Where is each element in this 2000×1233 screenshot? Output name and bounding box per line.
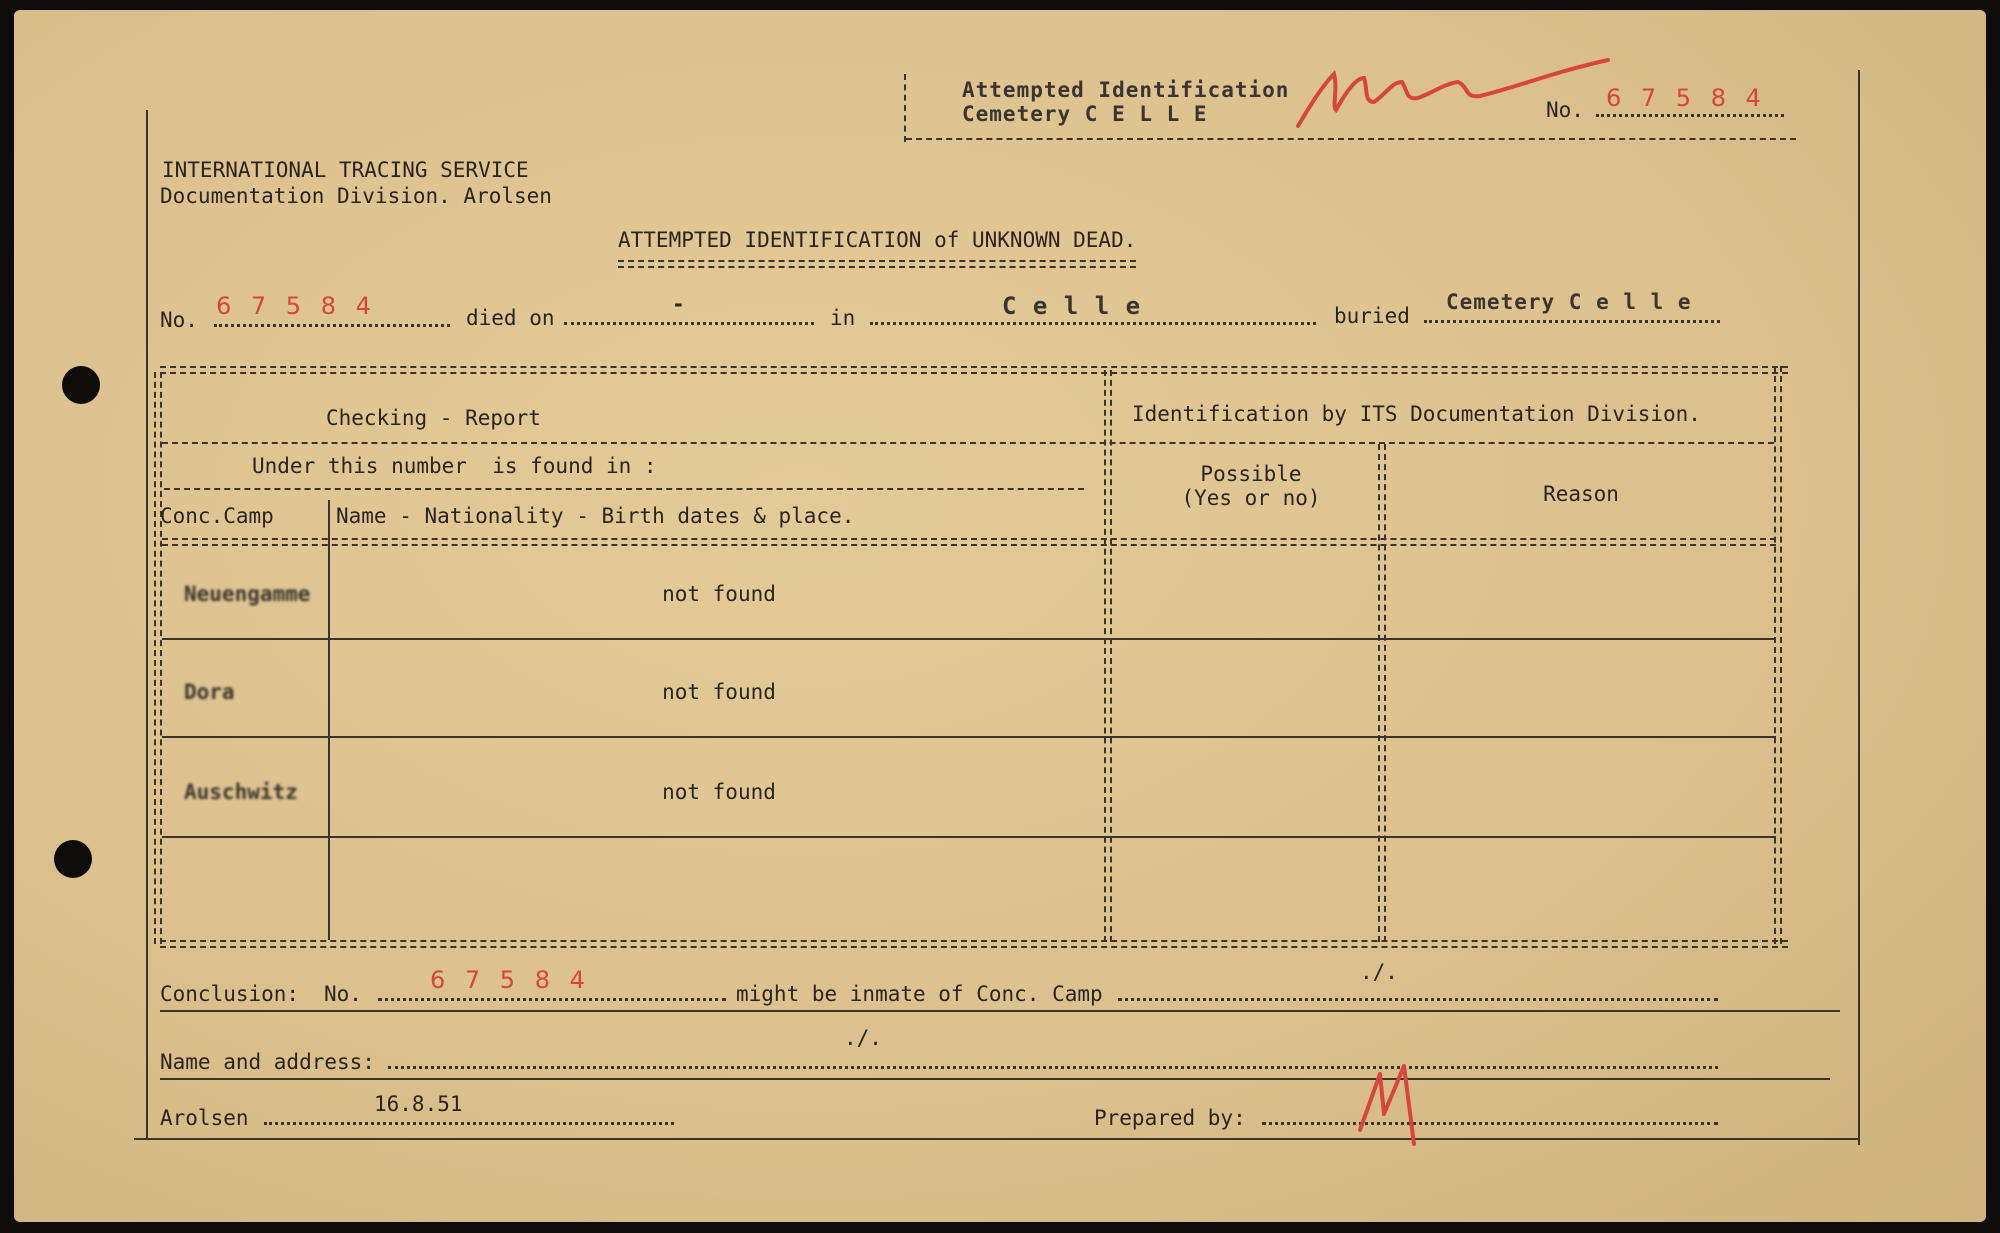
- table-left-border: [154, 372, 162, 944]
- row-result: not found: [662, 582, 776, 606]
- table-right-border: [1774, 366, 1782, 944]
- might-be-label: might be inmate of Conc. Camp: [736, 982, 1103, 1006]
- red-initial-signature: [1354, 1060, 1424, 1150]
- name-address-value: ./.: [844, 1026, 882, 1050]
- name-address-dots: [388, 1066, 1718, 1069]
- record-no-value: 6 7 5 8 4: [216, 292, 377, 320]
- record-no-dots: [214, 324, 450, 327]
- row-separator-3: [162, 836, 1776, 838]
- conclusion-no-value: 6 7 5 8 4: [430, 966, 591, 994]
- prepared-by-label: Prepared by:: [1094, 1106, 1246, 1130]
- column-header-underline: [162, 538, 1776, 546]
- header-box-line2: Cemetery C E L L E: [962, 102, 1208, 126]
- checking-report-header: Checking - Report: [326, 406, 541, 430]
- frame-bottom-line: [134, 1138, 1859, 1140]
- col-possible-header-2: (Yes or no): [1181, 486, 1321, 510]
- table-divider-reason: [1378, 444, 1386, 942]
- row-camp: Neuengamme: [184, 582, 311, 606]
- in-value: C e l l e: [1002, 292, 1142, 320]
- header-no-label: No.: [1546, 98, 1584, 122]
- conclusion-line: [160, 1010, 1840, 1012]
- record-no-label: No.: [160, 308, 198, 332]
- died-on-label: died on: [466, 306, 555, 330]
- punch-hole-top: [62, 366, 100, 404]
- title-underline: [618, 260, 1136, 268]
- name-address-line: [160, 1078, 1830, 1080]
- col-reason-header: Reason: [1543, 482, 1619, 506]
- conclusion-label: Conclusion:: [160, 982, 300, 1006]
- row-result: not found: [662, 680, 776, 704]
- conclusion-no-label: No.: [324, 982, 362, 1006]
- row-separator-1: [162, 638, 1776, 640]
- col-possible-header-1: Possible: [1200, 462, 1302, 486]
- conclusion-no-dots: [378, 998, 726, 1001]
- buried-dots: [1424, 320, 1720, 323]
- in-label: in: [830, 306, 856, 330]
- died-on-value: -: [672, 292, 685, 316]
- row-camp: Auschwitz: [184, 780, 298, 804]
- document-title: ATTEMPTED IDENTIFICATION of UNKNOWN DEAD.: [618, 228, 1137, 252]
- header-box-left: [904, 74, 906, 142]
- punch-hole-bottom: [54, 840, 92, 878]
- in-dots: [870, 322, 1316, 325]
- org-line1: INTERNATIONAL TRACING SERVICE: [162, 158, 529, 182]
- row-camp: Dora: [184, 680, 235, 704]
- under-number-line: [164, 488, 1084, 490]
- col-camp-header: Conc.Camp: [160, 504, 274, 528]
- table-bottom-border: [160, 940, 1788, 948]
- footer-date-dots: [264, 1122, 674, 1125]
- header-row-line: [162, 442, 1774, 444]
- footer-place: Arolsen: [160, 1106, 249, 1130]
- col-name-header: Name - Nationality - Birth dates & place.: [336, 504, 855, 528]
- conclusion-camp-value: ./.: [1360, 960, 1398, 984]
- table-divider-main: [1104, 370, 1112, 942]
- org-line2: Documentation Division. Arolsen: [160, 184, 552, 208]
- conclusion-camp-dots: [1118, 998, 1718, 1001]
- buried-value: Cemetery C e l l e: [1446, 290, 1692, 314]
- header-no-dots: [1596, 114, 1784, 117]
- buried-label: buried: [1334, 304, 1410, 328]
- document-card: [14, 10, 1986, 1222]
- footer-date: 16.8.51: [374, 1092, 463, 1116]
- row-result: not found: [662, 780, 776, 804]
- prepared-by-dots: [1262, 1122, 1718, 1125]
- frame-left-line: [146, 110, 148, 1140]
- table-divider-camp: [328, 500, 330, 940]
- header-box-line1: Attempted Identification: [962, 78, 1290, 102]
- header-no-value: 6 7 5 8 4: [1606, 84, 1767, 112]
- name-address-label: Name and address:: [160, 1050, 375, 1074]
- died-on-dots: [564, 322, 814, 325]
- header-box-bottom: [906, 138, 1796, 140]
- frame-right-line: [1858, 70, 1860, 1145]
- under-number-label: Under this number is found in :: [252, 454, 657, 478]
- identification-header: Identification by ITS Documentation Division.: [1132, 402, 1701, 426]
- table-top-border: [160, 366, 1788, 374]
- row-separator-2: [162, 736, 1776, 738]
